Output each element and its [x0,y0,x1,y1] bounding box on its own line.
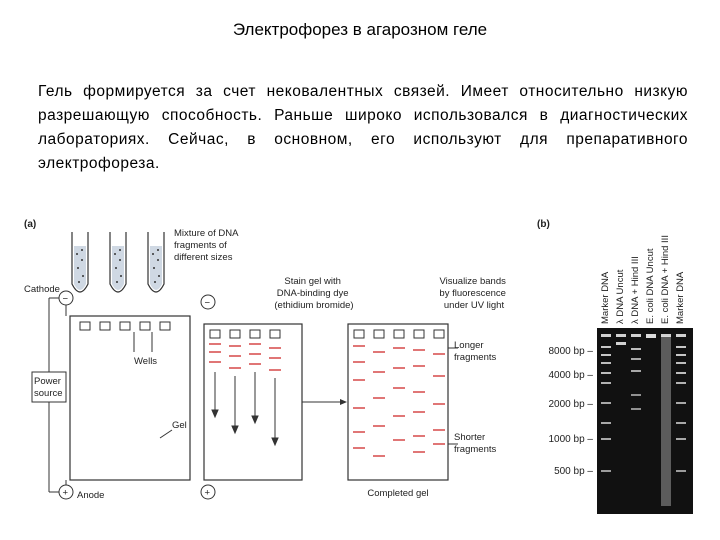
lane-label: Marker DNA [675,271,686,324]
anode-label: Anode [77,490,105,501]
wells-label: Wells [134,356,158,367]
marker-label: 500 bp – [554,466,593,477]
cathode-label: Cathode [24,284,60,295]
marker-label: 4000 bp – [548,370,593,381]
lane-label: λ DNA Uncut [615,269,626,324]
shorter-fragments-label: Shorter fragments [454,432,497,455]
lane-label: λ DNA + Hind III [630,256,641,324]
marker-label: 2000 bp – [548,399,593,410]
lane-labels [600,235,686,324]
svg-text:−: − [204,297,211,309]
gel-label: Gel [172,420,187,431]
visualize-label: Visualize bands by fluorescence under UV light [439,276,506,311]
longer-fragments-label: Longer fragments [454,340,497,363]
power-source-label: Power source [34,376,63,399]
svg-text:+: + [62,487,69,499]
panel-label-b: (b) [537,219,550,230]
lane-label: E. coli DNA Uncut [645,248,656,324]
body-paragraph: Гель формируется за счет нековалентных связей. Имеет относительно низкую разрешающую способность. Раньше широко использовался в диагностических лабораториях. Сейчас, в основном, его используют для препаративного электрофореза. [38,83,688,172]
svg-text:−: − [62,293,69,305]
completed-gel-label: Completed gel [367,488,429,499]
marker-labels [549,346,594,477]
test-tube-icon [148,232,164,292]
slide-title: Электрофорез в агарозном геле [232,20,488,39]
lane-label: E. coli DNA + Hind III [660,235,671,324]
test-tubes [72,232,164,292]
panel-label-a: (a) [24,219,37,230]
gel-slab [70,316,190,480]
mixture-label: Mixture of DNA fragments of different sizes [174,228,238,263]
marker-label: 1000 bp – [548,434,593,445]
electrophoresis-diagram [22,212,522,532]
svg-text:+: + [204,487,211,499]
marker-label: 8000 bp – [548,346,593,357]
test-tube-icon [72,232,88,292]
stain-label: Stain gel with DNA-binding dye (ethidium bromide) [274,276,354,311]
gel-photo-figure [535,212,705,532]
stained-gel [204,324,302,480]
test-tube-icon [110,232,126,292]
lane-label: Marker DNA [600,271,611,324]
